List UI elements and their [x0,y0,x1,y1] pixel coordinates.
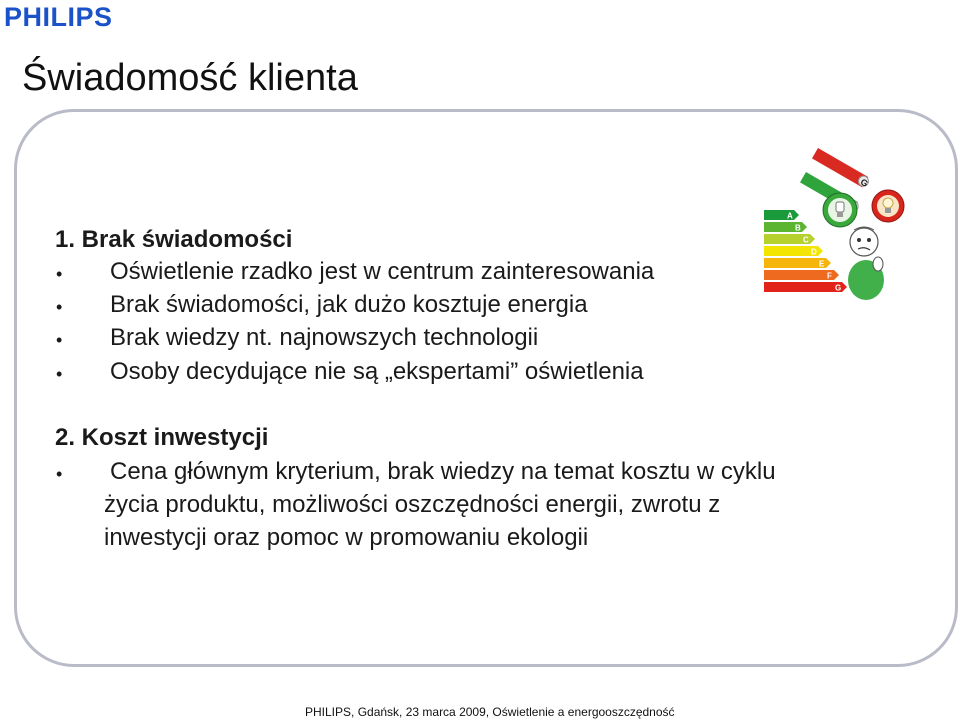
philips-logo: PHILIPS [4,2,113,32]
bullet-icon: • [56,364,63,384]
section1-bullet-2: Brak świadomości, jak dużo kosztuje energia [110,291,588,318]
bullet-icon: • [56,464,63,484]
energy-class-label-d: D [811,247,817,257]
energy-class-label-c: C [803,235,809,245]
energy-class-label-a: A [787,211,793,221]
tag-g-label: G [858,176,870,189]
bullet-icon: • [56,297,63,317]
section1-bullet-3: Brak wiedzy nt. najnowszych technologii [110,324,539,351]
energy-class-label-b: B [795,223,801,233]
bullet-icon: • [56,330,63,350]
section2-line-2: życia produktu, możliwości oszczędności energii, zwrotu z [104,491,721,518]
energy-class-label-g: G [835,283,842,293]
energy-class-label-e: E [819,259,825,269]
energy-label-illustration [758,140,958,310]
section1-bullet-4: Osoby decydujące nie są „ekspertami” oświetlenia [110,358,644,385]
section1-bullet-1: Oświetlenie rzadko jest w centrum zainteresowania [110,258,655,285]
energy-class-label-f: F [827,271,832,281]
section2-line-1: Cena głównym kryterium, brak wiedzy na temat kosztu w cyklu [110,458,776,485]
section2-heading: 2. Koszt inwestycji [55,424,269,451]
energy-saving-bulb-icon [823,193,857,227]
bullet-icon: • [56,264,63,284]
section2-line-3: inwestycji oraz pomoc w promowaniu ekologii [104,524,589,551]
section1-heading: 1. Brak świadomości [55,226,293,253]
footer-text: PHILIPS, Gdańsk, 23 marca 2009, Oświetlenie a energooszczędność [305,705,675,719]
slide-title: Świadomość klienta [22,57,358,99]
thinking-person-icon [848,227,884,300]
energy-class-bar-a [764,210,799,220]
incandescent-bulb-icon [872,190,904,222]
